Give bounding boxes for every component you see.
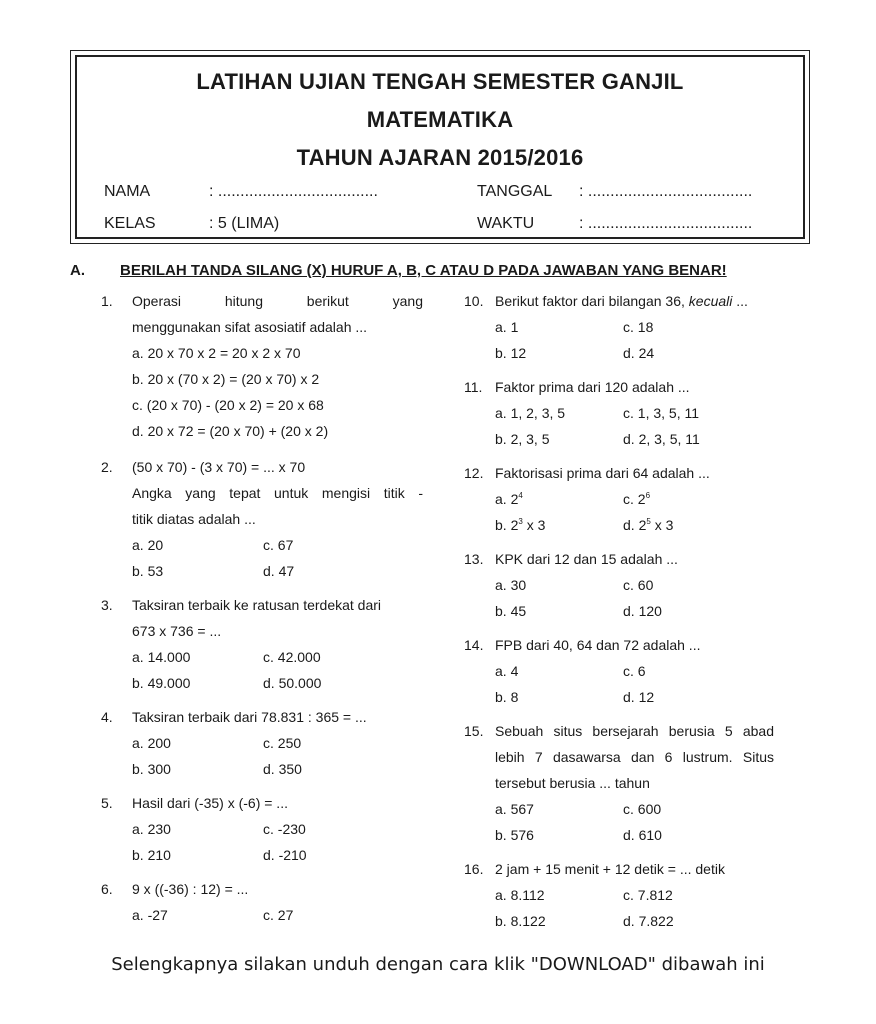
options-row [132, 902, 423, 928]
option-d[interactable] [623, 512, 673, 538]
question-text: tersebut berusia ... tahun [495, 775, 650, 791]
options-row [495, 400, 774, 426]
question-number: 12. [464, 465, 484, 481]
question-number: 4. [101, 709, 113, 725]
option-multiplier: x 3 [650, 517, 674, 533]
option-b[interactable]: b. 210 [132, 847, 171, 863]
section-letter: A. [70, 262, 85, 279]
option-c[interactable]: c. (20 x 70) - (20 x 2) = 20 x 68 [132, 397, 324, 413]
options-row [132, 730, 423, 756]
question-11 [464, 374, 774, 452]
option-d[interactable]: d. 12 [623, 689, 655, 705]
option-b[interactable] [495, 512, 545, 538]
exam-title: LATIHAN UJIAN TENGAH SEMESTER GANJIL [196, 69, 684, 94]
option-exponent: 3 [518, 517, 523, 526]
waktu-label: WAKTU [477, 215, 535, 232]
nama-label: NAMA [104, 183, 151, 200]
option-b[interactable]: b. 45 [495, 603, 527, 619]
options-row [495, 512, 774, 538]
option-c[interactable] [623, 486, 650, 512]
options-row [132, 756, 423, 782]
question-text: Taksiran terbaik dari 78.831 : 365 = ... [132, 709, 367, 725]
question-12 [464, 460, 774, 538]
question-text: 673 x 736 = ... [132, 623, 222, 639]
question-1 [101, 288, 423, 444]
question-text: Sebuah situs bersejarah berusia 5 abad [495, 723, 774, 739]
question-16 [464, 856, 774, 934]
year-title: TAHUN AJARAN 2015/2016 [296, 145, 584, 170]
question-14 [464, 632, 774, 710]
option-c[interactable]: c. 600 [623, 801, 662, 817]
question-text: KPK dari 12 dan 15 adalah ... [495, 551, 678, 567]
question-number: 2. [101, 459, 113, 475]
options-row [132, 842, 423, 868]
question-number: 6. [101, 881, 113, 897]
options-row [495, 684, 774, 710]
section-instruction: BERILAH TANDA SILANG (X) HURUF A, B, C ATAU D PADA JAWABAN YANG BENAR! [120, 262, 727, 279]
options-row [495, 796, 774, 822]
option-a[interactable]: a. 14.000 [132, 649, 191, 665]
options-row [495, 822, 774, 848]
question-text: Faktor prima dari 120 adalah ... [495, 379, 690, 395]
option-exponent: 4 [518, 491, 523, 500]
question-number: 11. [464, 379, 483, 395]
option-c[interactable]: c. 42.000 [263, 649, 321, 665]
kelas-value: : 5 (LIMA) [209, 215, 280, 232]
tanggal-label: TANGGAL [477, 183, 553, 200]
option-d[interactable]: d. 20 x 72 = (20 x 70) + (20 x 2) [132, 423, 329, 439]
option-c[interactable]: c. 27 [263, 907, 294, 923]
question-text-main: Berikut faktor dari bilangan 36, [495, 293, 685, 309]
options-row [132, 558, 423, 584]
question-10 [464, 288, 774, 366]
options-row [495, 908, 774, 934]
option-d[interactable]: d. 50.000 [263, 675, 322, 691]
right-column [464, 288, 774, 934]
option-d[interactable]: d. 24 [623, 345, 655, 361]
tanggal-value: : ..................................... [579, 183, 753, 200]
option-c[interactable]: c. 67 [263, 537, 294, 553]
question-text: menggunakan sifat asosiatif adalah ... [132, 319, 368, 335]
question-text: FPB dari 40, 64 dan 72 adalah ... [495, 637, 701, 653]
option-c[interactable]: c. 6 [623, 663, 646, 679]
option-b[interactable]: b. 576 [495, 827, 534, 843]
option-a[interactable]: a. 1, 2, 3, 5 [495, 405, 566, 421]
option-exponent: 5 [646, 517, 651, 526]
option-d[interactable]: d. -210 [263, 847, 307, 863]
question-text: Hasil dari (-35) x (-6) = ... [132, 795, 288, 811]
question-5 [101, 790, 423, 868]
question-number: 16. [464, 861, 484, 877]
options-row [495, 314, 774, 340]
option-c[interactable]: c. 18 [623, 319, 654, 335]
option-b[interactable]: b. 12 [495, 345, 527, 361]
header-inner-border [75, 55, 805, 239]
option-a[interactable]: a. 30 [495, 577, 527, 593]
option-a[interactable]: a. -27 [132, 907, 168, 923]
option-a[interactable]: a. 200 [132, 735, 171, 751]
left-column [101, 288, 423, 928]
option-d[interactable]: d. 7.822 [623, 913, 674, 929]
option-c[interactable]: c. 1, 3, 5, 11 [623, 405, 700, 421]
question-text: (50 x 70) - (3 x 70) = ... x 70 [132, 459, 306, 475]
option-a[interactable]: a. 4 [495, 663, 519, 679]
question-text: 2 jam + 15 menit + 12 detik = ... detik [495, 861, 725, 877]
question-text: lebih 7 dasawarsa dan 6 lustrum. Situs [495, 749, 774, 765]
option-base: c. 2 [623, 491, 646, 507]
options-row [132, 816, 423, 842]
option-a[interactable]: a. 20 [132, 537, 164, 553]
question-text-end: ... [736, 293, 748, 309]
option-a[interactable]: a. 230 [132, 821, 171, 837]
question-13 [464, 546, 774, 624]
option-multiplier: x 3 [522, 517, 546, 533]
option-a[interactable]: a. 1 [495, 319, 519, 335]
question-number: 15. [464, 723, 484, 739]
subject-title: MATEMATIKA [366, 107, 514, 132]
options-row [495, 426, 774, 452]
option-base: d. 2 [623, 517, 647, 533]
options-row [495, 598, 774, 624]
option-b[interactable]: b. 2, 3, 5 [495, 431, 550, 447]
options-row [495, 658, 774, 684]
question-text: Faktorisasi prima dari 64 adalah ... [495, 465, 710, 481]
options-row [495, 572, 774, 598]
options-row [495, 882, 774, 908]
option-c[interactable]: c. 60 [623, 577, 654, 593]
option-d[interactable]: d. 47 [263, 563, 295, 579]
options-row [132, 644, 423, 670]
question-number: 3. [101, 597, 113, 613]
options-row [495, 486, 774, 512]
option-b[interactable]: b. 20 x (70 x 2) = (20 x 70) x 2 [132, 371, 320, 387]
option-a[interactable] [495, 486, 523, 512]
option-b[interactable]: b. 49.000 [132, 675, 191, 691]
option-a[interactable]: a. 567 [495, 801, 534, 817]
question-number: 1. [101, 293, 113, 309]
option-c[interactable]: c. -230 [263, 821, 306, 837]
question-3 [101, 592, 423, 696]
option-b[interactable]: b. 53 [132, 563, 164, 579]
options-row [132, 532, 423, 558]
question-text [495, 288, 774, 314]
question-number: 5. [101, 795, 113, 811]
header-box [70, 50, 810, 244]
option-a[interactable]: a. 8.112 [495, 887, 545, 903]
option-exponent: 6 [645, 491, 651, 500]
option-b[interactable]: b. 8.122 [495, 913, 546, 929]
question-text: titik diatas adalah ... [132, 511, 256, 527]
section-a-heading [70, 262, 727, 279]
waktu-value: : ..................................... [579, 215, 753, 232]
question-text: 9 x ((-36) : 12) = ... [132, 881, 249, 897]
option-d[interactable]: d. 2, 3, 5, 11 [623, 431, 700, 447]
question-text: Taksiran terbaik ke ratusan terdekat dari [132, 597, 382, 613]
question-number: 13. [464, 551, 484, 567]
question-number: 10. [464, 293, 484, 309]
option-d[interactable]: d. 610 [623, 827, 662, 843]
download-note: Selengkapnya silakan unduh dengan cara klik "DOWNLOAD" dibawah ini [111, 954, 765, 975]
question-text-emphasis: kecuali [688, 293, 733, 309]
question-number: 14. [464, 637, 484, 653]
question-15 [464, 718, 774, 848]
nama-value: : .................................... [209, 183, 378, 200]
question-text: Angka yang tepat untuk mengisi titik - [132, 485, 423, 501]
option-base: b. 2 [495, 517, 519, 533]
option-b[interactable]: b. 300 [132, 761, 171, 777]
kelas-label: KELAS [104, 215, 156, 232]
options-row [495, 340, 774, 366]
option-c[interactable]: c. 250 [263, 735, 302, 751]
option-base: a. 2 [495, 491, 519, 507]
question-2 [101, 454, 423, 584]
option-a[interactable]: a. 20 x 70 x 2 = 20 x 2 x 70 [132, 345, 301, 361]
question-4 [101, 704, 423, 782]
question-text: Operasi hitung berikut yang [132, 293, 423, 309]
option-d[interactable]: d. 350 [263, 761, 302, 777]
options-row [132, 670, 423, 696]
option-d[interactable]: d. 120 [623, 603, 662, 619]
option-b[interactable]: b. 8 [495, 689, 519, 705]
option-c[interactable]: c. 7.812 [623, 887, 673, 903]
question-6 [101, 876, 423, 928]
